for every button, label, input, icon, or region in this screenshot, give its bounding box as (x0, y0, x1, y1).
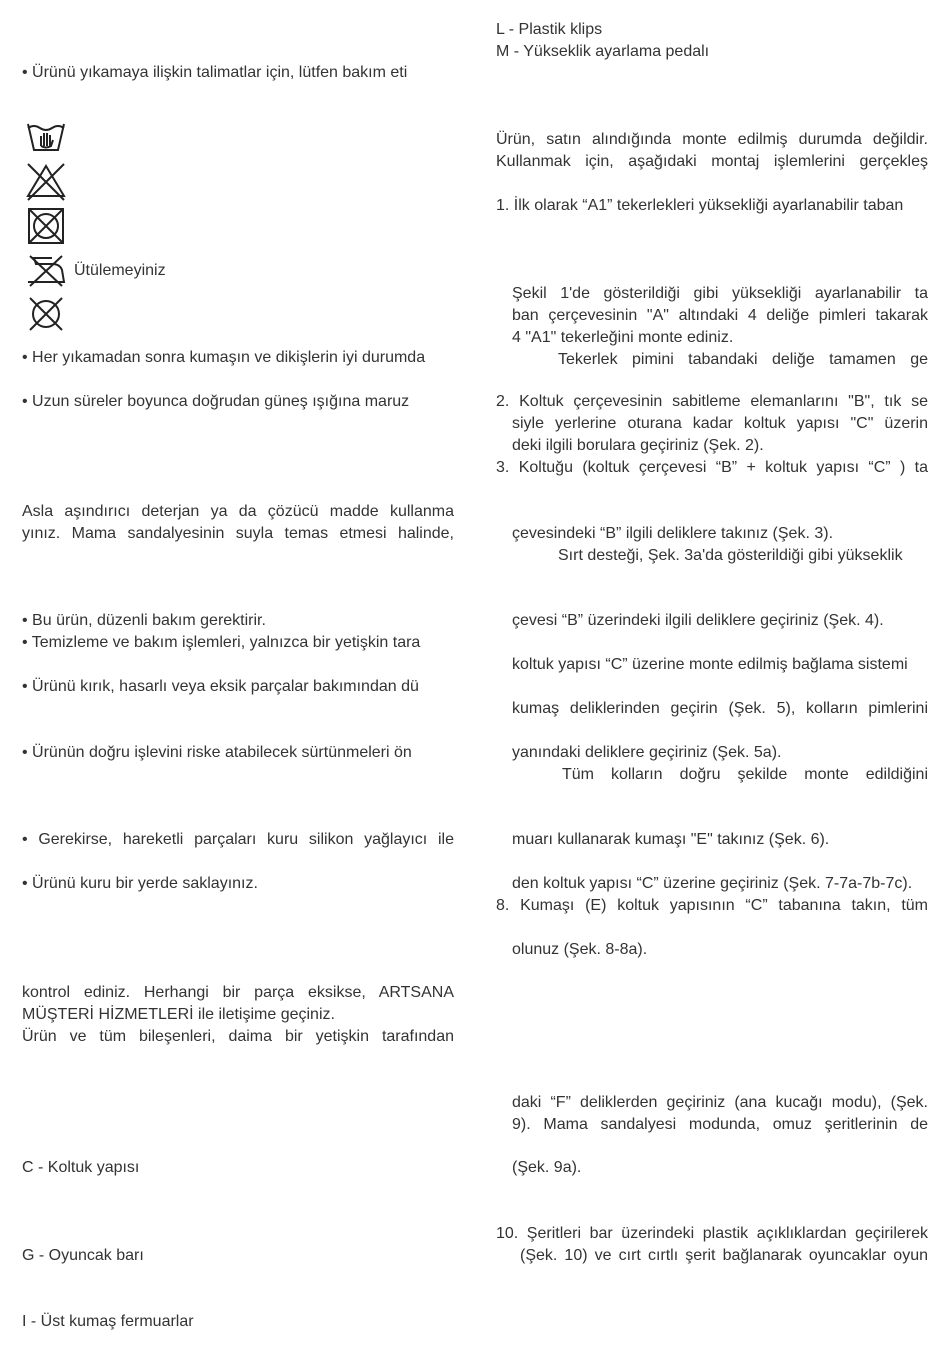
step-2-line: 2. Koltuk çerçevesinin sabitleme elemanlarını "B", tık se (496, 393, 928, 410)
bullet-friction: • Ürünün doğru işlevini riske atabilecek sürtünmeleri ön (22, 744, 412, 761)
fig1-text-line: ban çerçevesinin "A" altındaki 4 deliğe pimleri takarak (512, 307, 928, 324)
parts-check-line: MÜŞTERİ HİZMETLERİ ile iletişime geçiniz. (22, 1006, 335, 1023)
step-5-line: koltuk yapısı “C” üzerine monte edilmiş bağlama sistemi (512, 656, 908, 673)
part-m-label: M - Yükseklik ayarlama pedalı (496, 43, 710, 60)
step-4-line: çevesi “B” üzerindeki ilgili deliklere geçiriniz (Şek. 4). (512, 612, 884, 629)
bullet-damage-check: • Ürünü kırık, hasarlı veya eksik parçalar bakımından dü (22, 678, 419, 695)
step-2-line: deki ilgili borulara geçiriniz (Şek. 2). (512, 437, 764, 454)
bullet-maintenance: • Bu ürün, düzenli bakım gerektirir. (22, 612, 266, 629)
step-10-line: (Şek. 10) ve cırt cırtlı şerit bağlanarak oyuncaklar oyun (520, 1247, 928, 1264)
step-8-line: 8. Kumaşı (E) koltuk yapısının “C” tabanına takın, tüm (496, 897, 928, 914)
care-label-intro: • Ürünü yıkamaya ilişkin talimatlar için, lütfen bakım eti (22, 64, 408, 81)
part-i-label: I - Üst kumaş fermuarlar (22, 1313, 194, 1330)
assembly-intro-line: Kullanmak için, aşağıdaki montaj işlemlerini gerçekleş (496, 153, 928, 170)
part-g-label: G - Oyuncak barı (22, 1247, 144, 1264)
abrasive-warning-line: Asla aşındırıcı deterjan ya da çözücü madde kullanma (22, 503, 454, 520)
part-l-label: L - Plastik klips (496, 21, 603, 38)
assembly-intro-line: Ürün, satın alındığında monte edilmiş durumda değildir. (496, 131, 928, 148)
fig1-text-line: Tekerlek pimini tabandaki deliğe tamamen ge (558, 351, 928, 368)
do-not-iron-icon (24, 250, 68, 290)
step-2-line: siyle yerlerine oturana kadar koltuk yapısı "C" üzerin (512, 415, 928, 432)
bullet-silicone: • Gerekirse, hareketli parçaları kuru silikon yağlayıcı ile (22, 831, 454, 848)
step-5-line: kumaş deliklerinden geçirin (Şek. 5), kolların pimlerini (512, 700, 928, 717)
do-not-bleach-icon (24, 162, 68, 202)
bullet-sunlight: • Uzun süreler boyunca doğrudan güneş ışığına maruz (22, 393, 410, 410)
do-not-iron-label: Ütülemeyiniz (74, 262, 166, 279)
bullet-wash-check: • Her yıkamadan sonra kumaşın ve dikişlerin iyi durumda (22, 349, 426, 366)
hand-wash-icon (24, 118, 68, 158)
step-9-line: 9). Mama sandalyesi modunda, omuz şeritlerinin de (512, 1116, 928, 1133)
step-5-line: yanındaki deliklere geçiriniz (Şek. 5a). (512, 744, 782, 761)
step-10-line: 10. Şeritleri bar üzerindeki plastik açıklıklardan geçirilerek (496, 1225, 928, 1242)
do-not-tumble-dry-icon (24, 206, 68, 246)
step-3-line: 3. Koltuğu (koltuk çerçevesi “B” + koltuk yapısı “C” ) ta (496, 459, 928, 476)
do-not-dry-clean-icon (24, 294, 68, 334)
step-7-line: den koltuk yapısı “C” üzerine geçiriniz (Şek. 7-7a-7b-7c). (512, 875, 913, 892)
bullet-adult: • Temizleme ve bakım işlemleri, yalnızca bir yetişkin tara (22, 634, 421, 651)
parts-check-line: Ürün ve tüm bileşenleri, daima bir yetişkin tarafından (22, 1028, 454, 1045)
step-3-line: Sırt desteği, Şek. 3a'da gösterildiği gibi yükseklik (558, 547, 903, 564)
step-9-line: (Şek. 9a). (512, 1159, 582, 1176)
bullet-store-dry: • Ürünü kuru bir yerde saklayınız. (22, 875, 258, 892)
step-6-line: muarı kullanarak kumaşı "E" takınız (Şek. 6). (512, 831, 830, 848)
step-5-line: Tüm kolların doğru şekilde monte edildiğini (562, 766, 928, 783)
step-8-line: olunuz (Şek. 8-8a). (512, 941, 648, 958)
step-9-line: daki “F” deliklerden geçiriniz (ana kucağı modu), (Şek. (512, 1094, 928, 1111)
part-c-label: C - Koltuk yapısı (22, 1159, 140, 1176)
fig1-text-line: 4 "A1" tekerleğini monte ediniz. (512, 329, 734, 346)
parts-check-line: kontrol ediniz. Herhangi bir parça eksikse, ARTSANA (22, 984, 454, 1001)
fig1-text-line: Şekil 1'de gösterildiği gibi yüksekliği ayarlanabilir ta (512, 285, 928, 302)
step-3-line: çevesindeki “B” ilgili deliklere takınız (Şek. 3). (512, 525, 834, 542)
abrasive-warning-line: yınız. Mama sandalyesinin suyla temas etmesi halinde, (22, 525, 454, 542)
step-1: 1. İlk olarak “A1” tekerlekleri yüksekliği ayarlanabilir taban (496, 197, 904, 214)
